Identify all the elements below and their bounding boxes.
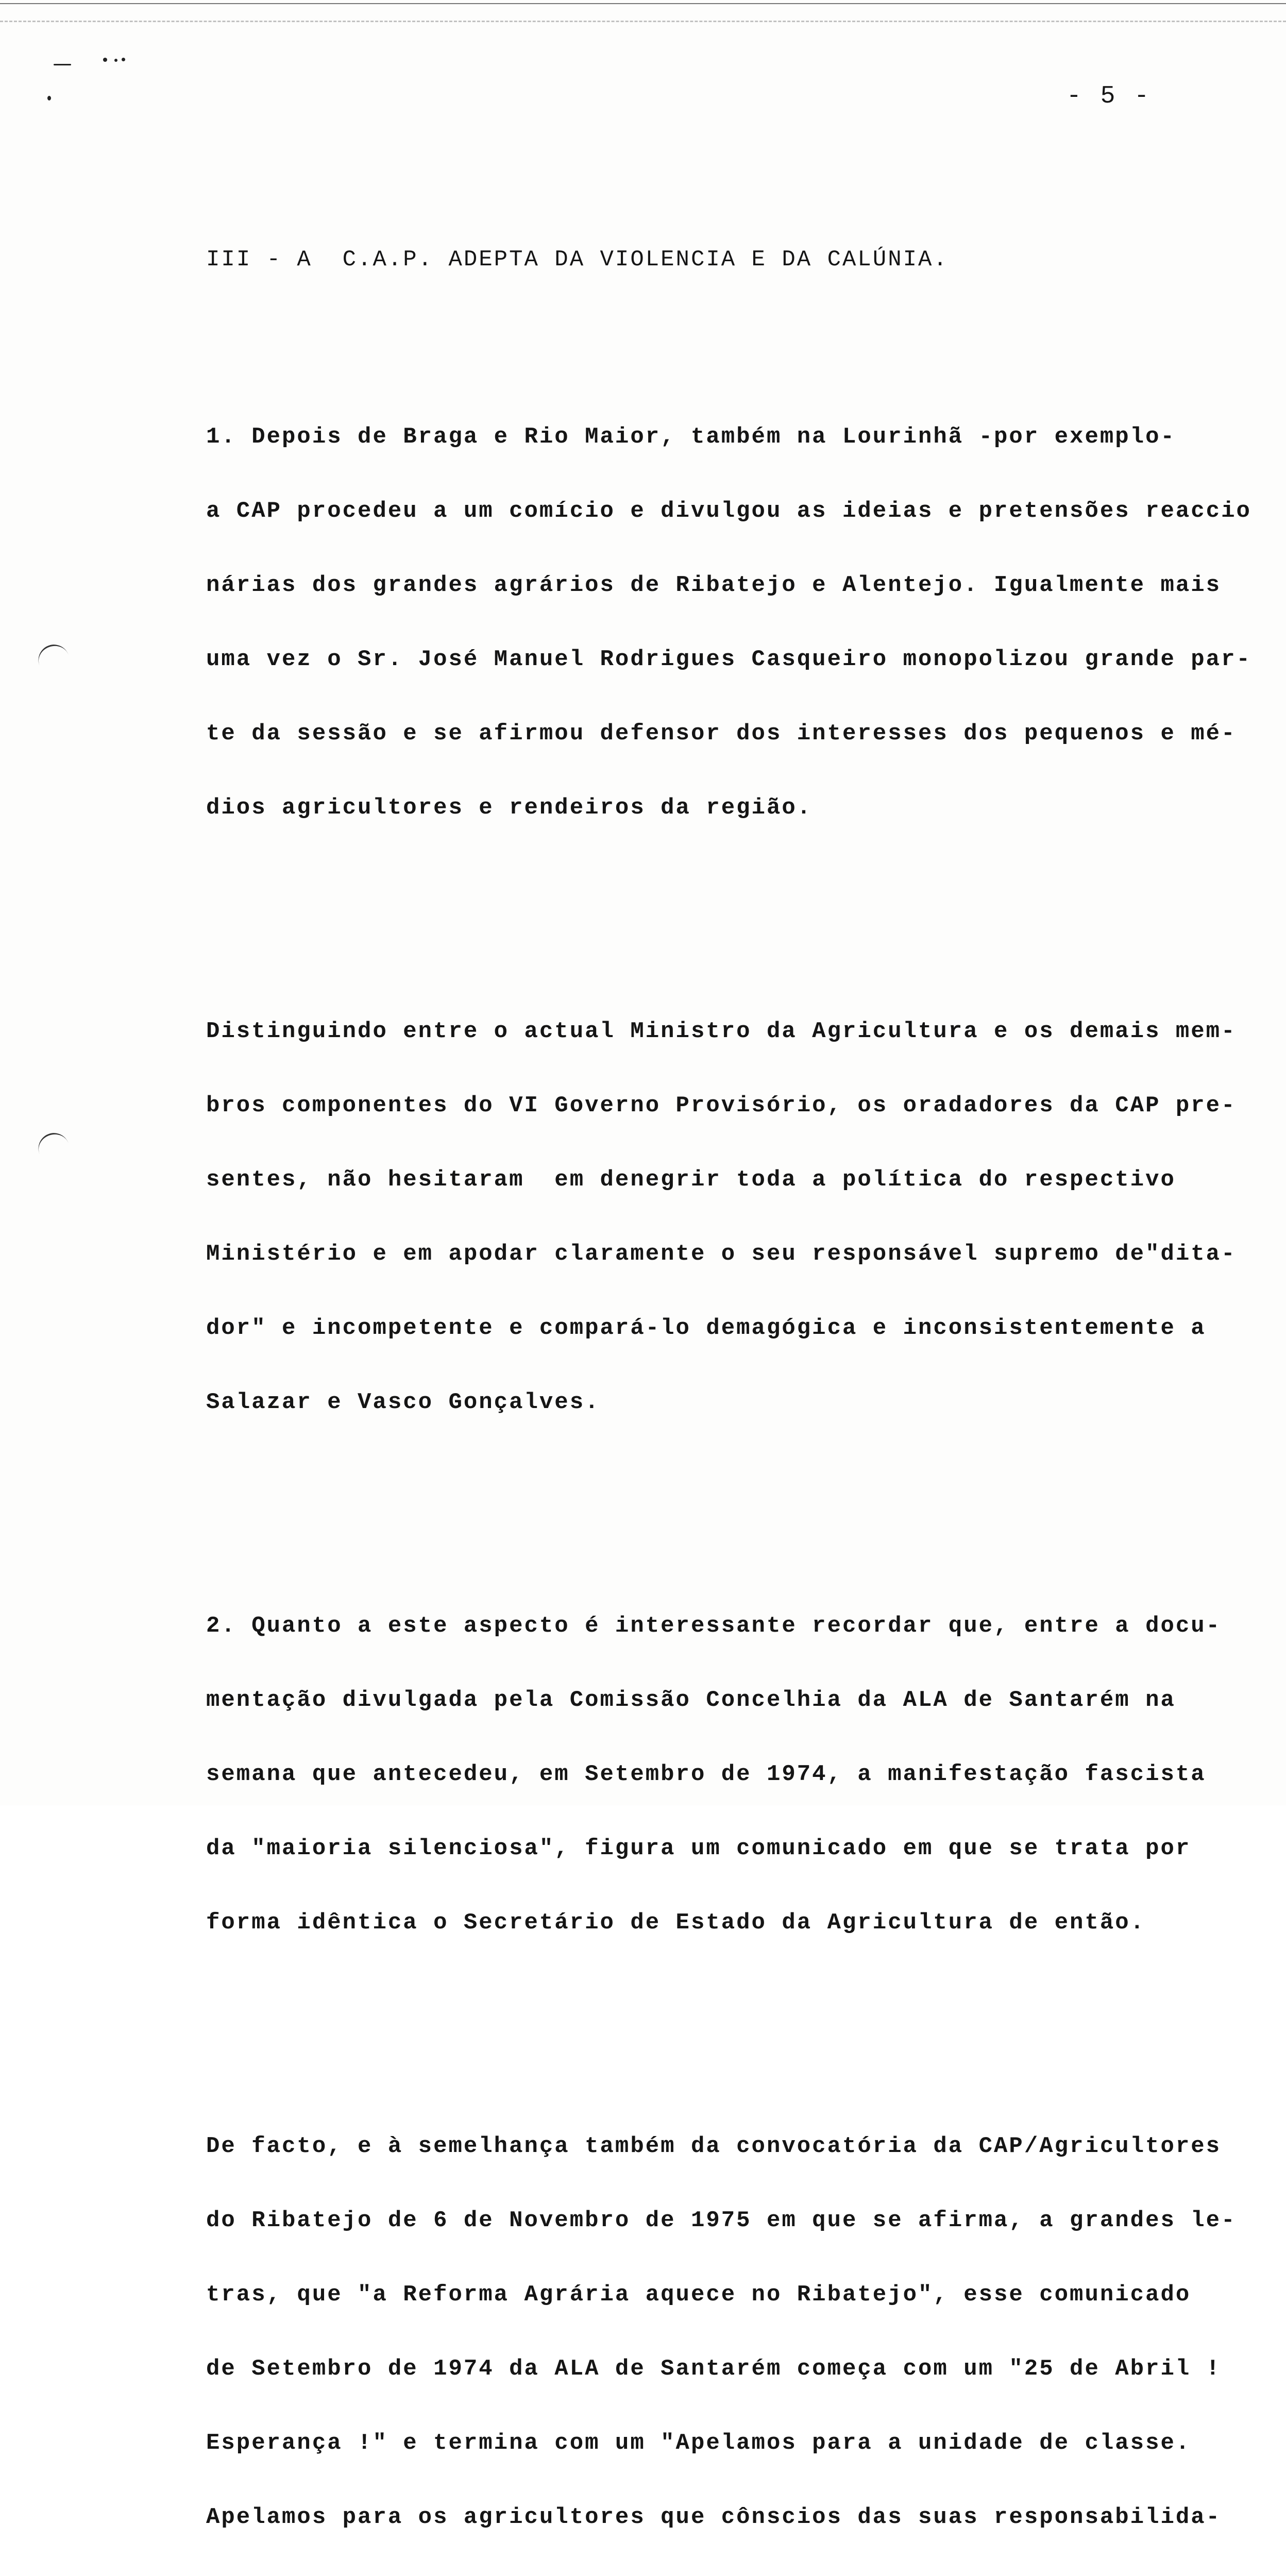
section-iii — [206, 198, 1257, 2576]
paragraph — [206, 375, 1257, 870]
text-line: Salazar e Vasco Gonçalves. — [206, 1389, 600, 1415]
text-line: dios agricultores e rendeiros da região. — [206, 795, 813, 821]
document-body — [206, 124, 1257, 2576]
text-line: de Setembro de 1974 da ALA de Santarém começa com um "25 de Abril ! — [206, 2356, 1222, 2382]
page-number: - 5 - — [1067, 82, 1152, 110]
paragraph — [206, 1564, 1257, 1985]
text-line: Distinguindo entre o actual Ministro da Agricultura e os demais mem- — [206, 1019, 1237, 1044]
section-heading-text: III - A C.A.P. ADEPTA DA VIOLENCIA E DA CALÚNIA. — [206, 247, 949, 273]
text-line: 1. Depois de Braga e Rio Maior, também na Lourinhã -por exemplo- — [206, 424, 1176, 450]
scan-speck — [47, 96, 51, 100]
text-line: mentação divulgada pela Comissão Concelhia da ALA de Santarém na — [206, 1687, 1176, 1713]
text-line: Ministério e em apodar claramente o seu responsável supremo de"dita- — [206, 1241, 1237, 1267]
paragraph — [206, 2084, 1257, 2576]
scan-speck — [54, 64, 71, 65]
text-line: sentes, não hesitaram em denegrir toda a política do respectivo — [206, 1167, 1176, 1193]
text-line: Apelamos para os agricultores que cônscios das suas responsabilida- — [206, 2504, 1222, 2530]
text-line: 2. Quanto a este aspecto é interessante recordar que, entre a docu- — [206, 1613, 1222, 1639]
scan-speck — [114, 59, 117, 62]
text-line: dor" e incompetente e compará-lo demagógica e inconsistentemente a — [206, 1315, 1206, 1341]
text-line: De facto, e à semelhança também da convocatória da CAP/Agricultores — [206, 2133, 1222, 2159]
paragraph — [206, 970, 1257, 1464]
text-line: forma idêntica o Secretário de Estado da Agricultura de então. — [206, 1910, 1146, 1936]
text-line: uma vez o Sr. José Manuel Rodrigues Casqueiro monopolizou grande par- — [206, 647, 1251, 672]
scan-edge-line — [0, 3, 1286, 4]
section-heading — [206, 247, 1257, 272]
text-line: Esperança !" e termina com um "Apelamos para a unidade de classe. — [206, 2430, 1191, 2456]
text-line: semana que antecedeu, em Setembro de 1974, a manifestação fascista — [206, 1761, 1206, 1787]
scan-mark — [34, 640, 69, 667]
scan-speck — [122, 58, 125, 61]
text-line: do Ribatejo de 6 de Novembro de 1975 em que se afirma, a grandes le- — [206, 2208, 1237, 2233]
scan-mark — [34, 1129, 69, 1156]
text-line: a CAP procedeu a um comício e divulgou as ideias e pretensões reaccio — [206, 498, 1251, 524]
text-line: da "maioria silenciosa", figura um comunicado em que se trata por — [206, 1836, 1191, 1861]
scan-speck — [103, 58, 107, 62]
text-line: bros componentes do VI Governo Provisório, os oradadores da CAP pre- — [206, 1093, 1237, 1118]
text-line: tras, que "a Reforma Agrária aquece no Ribatejo", esse comunicado — [206, 2282, 1191, 2308]
text-line: nárias dos grandes agrários de Ribatejo e Alentejo. Igualmente mais — [206, 572, 1222, 598]
text-line: te da sessão e se afirmou defensor dos interesses dos pequenos e mé- — [206, 721, 1237, 747]
